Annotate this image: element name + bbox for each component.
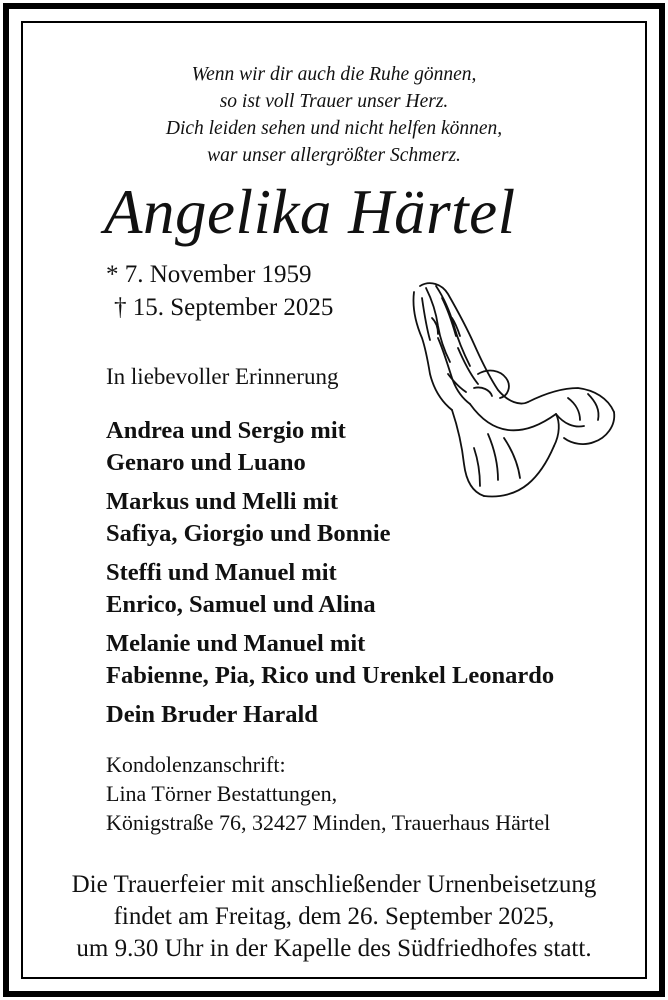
mourner-line: Melanie und Manuel mit xyxy=(106,630,366,657)
condolence-address xyxy=(106,750,550,837)
birth-date: * 7. November 1959 xyxy=(106,261,312,288)
funeral-line: um 9.30 Uhr in der Kapelle des Südfriedhofes statt. xyxy=(76,935,592,962)
mourner-group xyxy=(106,557,554,621)
poem-line: Dich leiden sehen und nicht helfen können, xyxy=(165,118,503,139)
memory-line: In liebevoller Erinnerung xyxy=(106,364,339,389)
mourner-group xyxy=(106,415,554,479)
deceased-name: Angelika Härtel xyxy=(104,177,516,247)
condolence-label: Kondolenzanschrift: xyxy=(106,752,286,777)
death-date: † 15. September 2025 xyxy=(114,294,334,321)
mourner-line: Genaro und Luano xyxy=(106,449,306,476)
mourner-line: Markus und Melli mit xyxy=(106,488,339,515)
mourner-line: Fabienne, Pia, Rico und Urenkel Leonardo xyxy=(106,662,555,689)
poem-line: Wenn wir dir auch die Ruhe gönnen, xyxy=(191,64,477,85)
life-dates xyxy=(106,258,333,324)
funeral-line: Die Trauerfeier mit anschließender Urnenbeisetzung xyxy=(71,871,597,898)
mourner-group xyxy=(106,628,554,692)
mourners-list xyxy=(106,415,554,738)
funeral-line: findet am Freitag, dem 26. September 2025, xyxy=(113,903,555,930)
condolence-line: Königstraße 76, 32427 Minden, Trauerhaus Härtel xyxy=(106,810,551,835)
mourner-group xyxy=(106,486,554,550)
condolence-line: Lina Törner Bestattungen, xyxy=(106,781,338,806)
mourner-line: Steffi und Manuel mit xyxy=(106,559,337,586)
mourner-line: Dein Bruder Harald xyxy=(106,701,318,728)
mourner-line: Safiya, Giorgio und Bonnie xyxy=(106,520,391,547)
funeral-notice xyxy=(0,869,668,965)
poem-line: war unser allergrößter Schmerz. xyxy=(207,145,461,166)
poem xyxy=(0,61,668,169)
mourner-line: Andrea und Sergio mit xyxy=(106,417,346,444)
mourner-group xyxy=(106,699,554,731)
poem-line: so ist voll Trauer unser Herz. xyxy=(219,91,449,112)
mourner-line: Enrico, Samuel und Alina xyxy=(106,591,376,618)
